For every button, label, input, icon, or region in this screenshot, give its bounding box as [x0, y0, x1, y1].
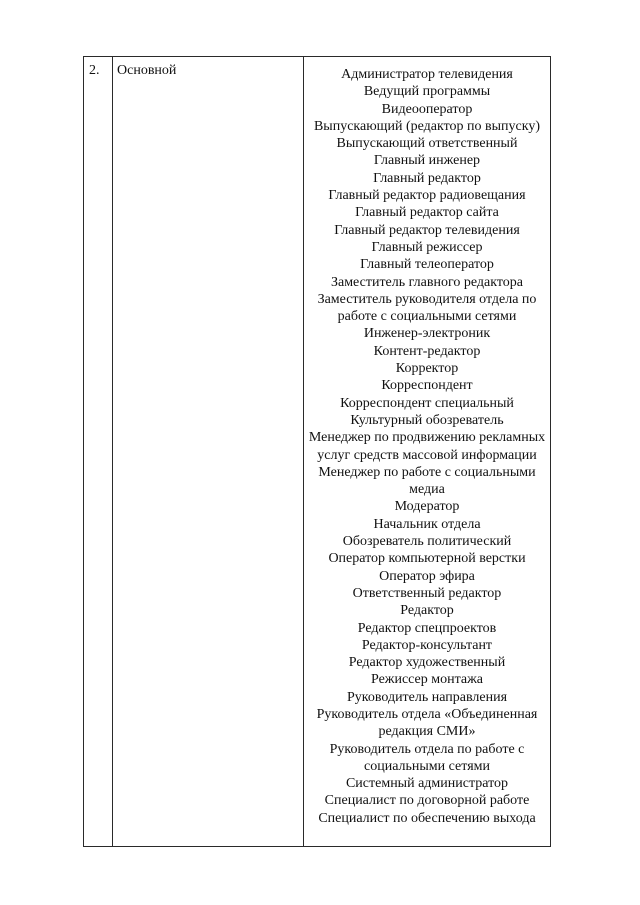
position-item: Ведущий программы	[363, 84, 491, 100]
position-item: Начальник отдела	[373, 516, 481, 532]
position-item: Специалист по договорной работе	[324, 793, 530, 809]
position-item: Выпускающий (редактор по выпуску)	[313, 118, 541, 134]
position-item: Заместитель главного редактора	[330, 274, 524, 290]
position-item: Культурный обозреватель	[350, 412, 504, 428]
table-top-border	[83, 56, 551, 57]
table-right-border	[550, 56, 551, 847]
position-item: Редактор-консультант	[361, 637, 493, 653]
position-item: Обозреватель политический	[342, 534, 512, 550]
position-item: Режиссер монтажа	[370, 672, 484, 688]
position-item: Администратор телевидения	[341, 67, 513, 82]
position-item: Корреспондент	[381, 378, 473, 394]
position-item: Редактор	[400, 603, 454, 619]
position-item: Редактор художественный	[348, 655, 506, 671]
position-item: Главный редактор радиовещания	[328, 188, 526, 204]
positions-list	[304, 66, 550, 827]
position-item: Контент-редактор	[373, 343, 481, 359]
position-item: Выпускающий ответственный	[336, 136, 518, 152]
position-item: Видеооператор	[381, 101, 473, 117]
position-item: Руководитель отдела «Объединенная редакция СМИ»	[316, 706, 538, 740]
position-item: Руководитель отдела по работе с социальными сетями	[329, 741, 525, 774]
position-item: Заместитель руководителя отдела по работе с социальными сетями	[317, 291, 537, 325]
row-number: 2.	[89, 63, 100, 78]
position-item: Главный телеоператор	[360, 257, 494, 273]
position-item: Модератор	[394, 499, 460, 515]
position-item: Менеджер по продвижению рекламных услуг средств массовой информации	[308, 430, 546, 463]
position-item: Главный редактор телевидения	[334, 222, 520, 238]
position-item: Ответственный редактор	[352, 585, 502, 601]
position-item: Менеджер по работе с социальными медиа	[318, 464, 536, 498]
position-item: Корреспондент специальный	[340, 395, 514, 411]
position-item: Главный редактор сайта	[355, 205, 499, 221]
position-item: Инженер-электроник	[363, 326, 491, 342]
position-item: Главный редактор	[373, 170, 481, 186]
position-item: Специалист по обеспечению выхода	[318, 810, 536, 826]
column-divider-number	[112, 56, 113, 847]
position-item: Главный инженер	[373, 153, 481, 169]
position-item: Оператор компьютерной верстки	[328, 551, 526, 567]
table-bottom-border	[83, 846, 551, 847]
position-item: Оператор эфира	[379, 568, 475, 584]
table-left-border	[83, 56, 84, 847]
position-item: Редактор спецпроектов	[357, 620, 497, 636]
position-item: Руководитель направления	[346, 689, 508, 705]
position-item: Системный администратор	[345, 776, 509, 792]
position-item: Корректор	[395, 361, 459, 377]
position-item: Главный режиссер	[371, 239, 483, 255]
category-label: Основной	[117, 63, 177, 78]
